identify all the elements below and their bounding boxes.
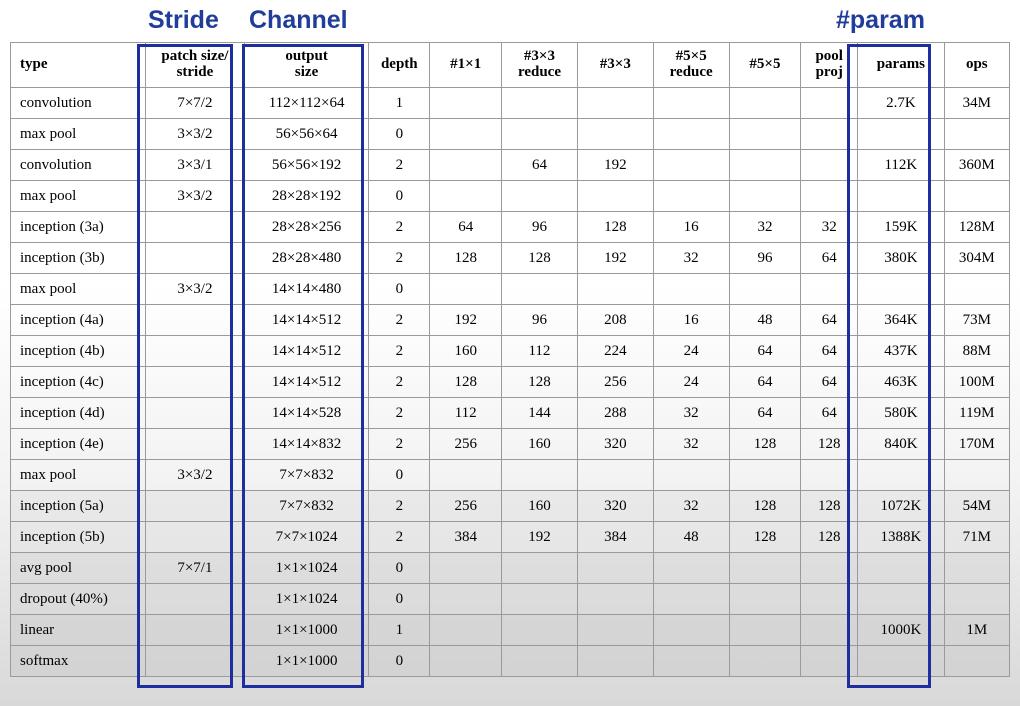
table-cell: 160	[430, 336, 502, 367]
table-cell: 7×7×1024	[244, 522, 368, 553]
table-row	[11, 181, 1010, 212]
table-cell	[944, 274, 1009, 305]
col-header-1x1-l1: #1×1	[450, 56, 482, 73]
table-cell: 128	[502, 243, 578, 274]
table-cell: 7×7/2	[145, 88, 244, 119]
table-cell: 64	[729, 336, 801, 367]
table-cell: 3×3/2	[145, 274, 244, 305]
table-cell	[944, 646, 1009, 677]
table-cell: 224	[577, 336, 653, 367]
table-cell: 256	[430, 429, 502, 460]
cell-layer-type: linear	[11, 615, 146, 646]
table-cell: 112×112×64	[244, 88, 368, 119]
table-cell: 320	[577, 429, 653, 460]
table-cell	[801, 119, 858, 150]
table-cell	[502, 88, 578, 119]
cell-layer-type: inception (4e)	[11, 429, 146, 460]
table-cell: 384	[430, 522, 502, 553]
table-cell	[729, 460, 801, 491]
table-cell: 0	[369, 646, 430, 677]
table-cell: 2	[369, 150, 430, 181]
table-cell: 28×28×480	[244, 243, 368, 274]
table-cell: 64	[729, 398, 801, 429]
table-cell: 71M	[944, 522, 1009, 553]
table-cell	[801, 615, 858, 646]
table-cell	[653, 615, 729, 646]
table-cell: 112K	[858, 150, 944, 181]
col-header-patch-size-stride	[145, 43, 244, 88]
table-cell: 128	[801, 522, 858, 553]
network-architecture-table	[10, 42, 1010, 677]
table-cell: 2	[369, 522, 430, 553]
table-cell	[729, 181, 801, 212]
table-cell	[430, 88, 502, 119]
col-header-ops-l1: ops	[965, 56, 988, 73]
table-cell	[430, 584, 502, 615]
table-cell	[577, 274, 653, 305]
table-row	[11, 305, 1010, 336]
table-row	[11, 429, 1010, 460]
table-cell: 463K	[858, 367, 944, 398]
col-header-pp-l2: proj	[815, 64, 843, 80]
table-cell	[729, 274, 801, 305]
table-cell: 128M	[944, 212, 1009, 243]
table-cell: 14×14×832	[244, 429, 368, 460]
cell-layer-type: inception (4d)	[11, 398, 146, 429]
table-cell	[801, 150, 858, 181]
table-row	[11, 243, 1010, 274]
table-cell: 28×28×256	[244, 212, 368, 243]
table-cell: 3×3/2	[145, 181, 244, 212]
table-cell: 128	[729, 522, 801, 553]
table-cell: 112	[502, 336, 578, 367]
table-cell	[145, 305, 244, 336]
table-cell	[729, 584, 801, 615]
table-cell: 2	[369, 212, 430, 243]
col-header-pp-l1: pool	[815, 48, 843, 65]
table-cell	[801, 553, 858, 584]
col-header-output-l2: size	[294, 64, 319, 80]
table-cell	[145, 212, 244, 243]
table-row	[11, 584, 1010, 615]
table-cell	[502, 460, 578, 491]
table-cell: 64	[430, 212, 502, 243]
table-cell: 2	[369, 398, 430, 429]
table-cell	[430, 615, 502, 646]
table-cell: 160	[502, 491, 578, 522]
col-header-3x3-l1: #3×3	[599, 56, 631, 73]
table-cell: 0	[369, 460, 430, 491]
table-cell: 14×14×512	[244, 305, 368, 336]
table-cell	[430, 646, 502, 677]
col-header-params	[858, 43, 944, 88]
table-cell: 2	[369, 305, 430, 336]
table-cell	[858, 553, 944, 584]
table-row	[11, 119, 1010, 150]
table-cell: 7×7×832	[244, 460, 368, 491]
cell-layer-type: avg pool	[11, 553, 146, 584]
table-cell: 64	[801, 336, 858, 367]
col-header-ops	[944, 43, 1009, 88]
table-cell: 1×1×1000	[244, 646, 368, 677]
table-cell	[145, 491, 244, 522]
table-cell: 16	[653, 305, 729, 336]
table-cell: 2	[369, 429, 430, 460]
table-cell	[430, 460, 502, 491]
table-cell: 24	[653, 336, 729, 367]
table-cell: 128	[577, 212, 653, 243]
table-cell: 64	[729, 367, 801, 398]
table-cell	[145, 646, 244, 677]
table-row	[11, 274, 1010, 305]
col-header-output-l1: output	[285, 48, 328, 65]
table-cell	[801, 460, 858, 491]
table-cell: 28×28×192	[244, 181, 368, 212]
table-cell	[430, 274, 502, 305]
table-cell: 3×3/1	[145, 150, 244, 181]
table-cell: 1	[369, 88, 430, 119]
table-cell: 0	[369, 274, 430, 305]
table-cell	[729, 646, 801, 677]
table-cell	[653, 274, 729, 305]
cell-layer-type: inception (3a)	[11, 212, 146, 243]
cell-layer-type: convolution	[11, 88, 146, 119]
col-header-patch-l2: stride	[176, 64, 214, 80]
table-cell: 256	[430, 491, 502, 522]
table-cell	[145, 243, 244, 274]
cell-layer-type: dropout (40%)	[11, 584, 146, 615]
table-cell	[801, 88, 858, 119]
table-cell: 96	[502, 305, 578, 336]
table-cell	[577, 181, 653, 212]
table-cell: 128	[502, 367, 578, 398]
table-cell: 288	[577, 398, 653, 429]
table-cell: 100M	[944, 367, 1009, 398]
table-cell	[801, 584, 858, 615]
table-cell: 1×1×1000	[244, 615, 368, 646]
table-cell: 2.7K	[858, 88, 944, 119]
table-row	[11, 88, 1010, 119]
col-header-5r-l1: #5×5	[675, 48, 707, 65]
table-cell	[729, 150, 801, 181]
col-header-5r-l2: reduce	[669, 64, 713, 80]
table-cell: 384	[577, 522, 653, 553]
table-cell	[729, 119, 801, 150]
table-cell: 192	[577, 150, 653, 181]
table-cell	[145, 584, 244, 615]
table-cell	[858, 181, 944, 212]
table-cell: 1	[369, 615, 430, 646]
table-cell: 144	[502, 398, 578, 429]
table-row	[11, 522, 1010, 553]
annotation-stride: Stride	[148, 6, 219, 34]
table-cell: 88M	[944, 336, 1009, 367]
table-cell: 112	[430, 398, 502, 429]
table-cell: 32	[653, 243, 729, 274]
table-cell: 128	[801, 429, 858, 460]
table-row	[11, 336, 1010, 367]
table-cell	[944, 181, 1009, 212]
table-cell: 14×14×512	[244, 336, 368, 367]
table-cell	[145, 429, 244, 460]
table-cell	[858, 119, 944, 150]
table-cell: 64	[801, 243, 858, 274]
table-row	[11, 212, 1010, 243]
table-cell	[858, 460, 944, 491]
table-cell: 24	[653, 367, 729, 398]
header-row	[11, 43, 1010, 88]
cell-layer-type: convolution	[11, 150, 146, 181]
table-cell	[801, 181, 858, 212]
table-cell	[653, 553, 729, 584]
table-cell: 14×14×512	[244, 367, 368, 398]
table-header	[11, 43, 1010, 88]
table-cell	[944, 584, 1009, 615]
col-header-depth	[369, 43, 430, 88]
table-row	[11, 367, 1010, 398]
cell-layer-type: max pool	[11, 460, 146, 491]
col-header-3x3-reduce	[502, 43, 578, 88]
table-cell	[430, 150, 502, 181]
table-cell	[145, 522, 244, 553]
table-row	[11, 553, 1010, 584]
col-header-type-l1: type	[20, 56, 48, 73]
table-cell: 128	[801, 491, 858, 522]
table-cell: 128	[729, 429, 801, 460]
col-header-patch-l1: patch size/	[161, 48, 229, 65]
table-cell: 380K	[858, 243, 944, 274]
table-cell: 160	[502, 429, 578, 460]
table-cell	[653, 119, 729, 150]
cell-layer-type: inception (5b)	[11, 522, 146, 553]
cell-layer-type: softmax	[11, 646, 146, 677]
table-cell: 170M	[944, 429, 1009, 460]
col-header-pool-proj	[801, 43, 858, 88]
table-cell	[145, 398, 244, 429]
table-cell: 64	[801, 398, 858, 429]
table-cell	[502, 646, 578, 677]
table-cell: 580K	[858, 398, 944, 429]
table-cell: 56×56×64	[244, 119, 368, 150]
table-cell: 48	[729, 305, 801, 336]
table-cell: 128	[430, 367, 502, 398]
table-cell: 96	[729, 243, 801, 274]
table-cell	[858, 584, 944, 615]
table-cell	[801, 274, 858, 305]
table-cell	[502, 553, 578, 584]
table-cell: 0	[369, 584, 430, 615]
table-cell: 1×1×1024	[244, 553, 368, 584]
cell-layer-type: inception (5a)	[11, 491, 146, 522]
table-row	[11, 646, 1010, 677]
table-cell: 56×56×192	[244, 150, 368, 181]
col-header-3x3	[577, 43, 653, 88]
table-cell	[653, 88, 729, 119]
table-cell	[502, 181, 578, 212]
table-row	[11, 150, 1010, 181]
col-header-depth-l1: depth	[380, 56, 418, 73]
table-cell: 3×3/2	[145, 119, 244, 150]
table-cell	[944, 553, 1009, 584]
table-row	[11, 398, 1010, 429]
table-cell: 14×14×480	[244, 274, 368, 305]
table-cell: 32	[729, 212, 801, 243]
table-cell: 1388K	[858, 522, 944, 553]
table-cell: 304M	[944, 243, 1009, 274]
col-header-3r-l2: reduce	[517, 64, 561, 80]
table-body	[11, 88, 1010, 677]
table-cell: 1072K	[858, 491, 944, 522]
table-cell: 2	[369, 367, 430, 398]
table-row	[11, 491, 1010, 522]
col-header-3r-l1: #3×3	[523, 48, 555, 65]
table-cell: 360M	[944, 150, 1009, 181]
table-cell: 159K	[858, 212, 944, 243]
table-cell	[430, 181, 502, 212]
table-cell	[145, 615, 244, 646]
table-cell	[729, 88, 801, 119]
table-cell: 840K	[858, 429, 944, 460]
table-cell	[577, 584, 653, 615]
table-cell: 34M	[944, 88, 1009, 119]
table-cell: 1000K	[858, 615, 944, 646]
table-cell	[430, 553, 502, 584]
table-cell: 0	[369, 181, 430, 212]
cell-layer-type: inception (4a)	[11, 305, 146, 336]
annotation-channel: Channel	[249, 6, 348, 34]
table-row	[11, 460, 1010, 491]
table-cell: 1M	[944, 615, 1009, 646]
cell-layer-type: inception (3b)	[11, 243, 146, 274]
table-cell	[729, 615, 801, 646]
cell-layer-type: max pool	[11, 181, 146, 212]
table-row	[11, 615, 1010, 646]
table-cell: 64	[801, 305, 858, 336]
table-cell	[145, 336, 244, 367]
table-cell	[577, 119, 653, 150]
table-cell	[858, 646, 944, 677]
table-cell	[577, 646, 653, 677]
col-header-output-size	[244, 43, 368, 88]
table-cell	[502, 615, 578, 646]
table-cell: 48	[653, 522, 729, 553]
table-cell	[577, 88, 653, 119]
table-cell: 364K	[858, 305, 944, 336]
table-cell	[502, 584, 578, 615]
col-header-5x5	[729, 43, 801, 88]
table-cell	[502, 274, 578, 305]
table-cell: 119M	[944, 398, 1009, 429]
table-cell: 32	[653, 398, 729, 429]
cell-layer-type: inception (4c)	[11, 367, 146, 398]
table-cell	[430, 119, 502, 150]
table-cell: 14×14×528	[244, 398, 368, 429]
annotation-param: #param	[836, 6, 925, 34]
table-cell	[653, 150, 729, 181]
col-header-5x5-reduce	[653, 43, 729, 88]
table-cell: 128	[729, 491, 801, 522]
table-cell	[145, 367, 244, 398]
table-cell: 1×1×1024	[244, 584, 368, 615]
table-cell: 32	[653, 429, 729, 460]
cell-layer-type: max pool	[11, 119, 146, 150]
table-cell: 192	[430, 305, 502, 336]
table-cell	[858, 274, 944, 305]
table-cell	[801, 646, 858, 677]
table-cell: 64	[801, 367, 858, 398]
table-cell: 3×3/2	[145, 460, 244, 491]
table-cell: 192	[577, 243, 653, 274]
table-cell	[577, 460, 653, 491]
table-cell	[729, 553, 801, 584]
table-cell: 32	[801, 212, 858, 243]
col-header-5x5-l1: #5×5	[749, 56, 781, 73]
table-cell	[653, 646, 729, 677]
table-cell	[502, 119, 578, 150]
col-header-params-l1: params	[876, 56, 926, 73]
table-cell: 73M	[944, 305, 1009, 336]
table-cell: 64	[502, 150, 578, 181]
table-cell: 192	[502, 522, 578, 553]
table-cell: 2	[369, 336, 430, 367]
table-cell: 32	[653, 491, 729, 522]
table-cell	[577, 615, 653, 646]
table-cell: 16	[653, 212, 729, 243]
col-header-1x1	[430, 43, 502, 88]
table-cell: 0	[369, 553, 430, 584]
col-header-type	[11, 43, 146, 88]
table-cell: 128	[430, 243, 502, 274]
table-cell: 320	[577, 491, 653, 522]
table-cell: 96	[502, 212, 578, 243]
table-cell: 7×7×832	[244, 491, 368, 522]
table-cell: 256	[577, 367, 653, 398]
table-cell	[653, 460, 729, 491]
annotation-layer	[0, 0, 1020, 40]
table-cell: 54M	[944, 491, 1009, 522]
table-cell: 7×7/1	[145, 553, 244, 584]
table-cell	[653, 584, 729, 615]
table-cell	[944, 119, 1009, 150]
table-cell: 208	[577, 305, 653, 336]
table-cell	[577, 553, 653, 584]
table-cell	[944, 460, 1009, 491]
cell-layer-type: max pool	[11, 274, 146, 305]
table-cell: 2	[369, 243, 430, 274]
table-cell	[653, 181, 729, 212]
table-cell: 2	[369, 491, 430, 522]
table-cell: 437K	[858, 336, 944, 367]
cell-layer-type: inception (4b)	[11, 336, 146, 367]
table-cell: 0	[369, 119, 430, 150]
